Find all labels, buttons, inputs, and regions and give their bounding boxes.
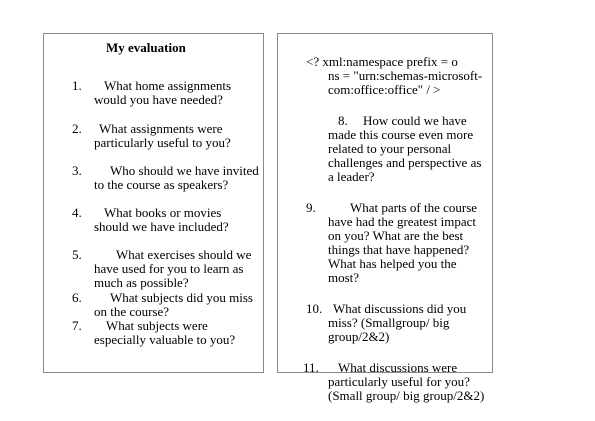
xml-namespace-line2: ns = "urn:schemas-microsoft-com:office:office" / > (328, 68, 483, 97)
xml-namespace-line1: <? xml:namespace prefix = o (306, 54, 458, 69)
question-text: What discussions were particularly useful for you? (Small group/ big group/2&2) (328, 360, 485, 403)
evaluation-title: My evaluation (106, 40, 186, 55)
question-number: 11. (303, 360, 319, 375)
question-text: What home assignments would you have needed? (94, 78, 232, 107)
question-number: 9. (306, 200, 316, 215)
question-text: How could we have made this course even more related to your personal challenges and perspective as a leader? (328, 113, 482, 184)
question-text: What assignments were particularly useful to you? (94, 121, 231, 150)
question-number: 5. (72, 247, 82, 262)
question-text: What subjects did you miss on the course? (94, 290, 253, 319)
question-text: What discussions did you miss? (Smallgroup/ big group/2&2) (328, 301, 467, 344)
question-number: 6. (72, 290, 82, 305)
question-number: 7. (72, 318, 82, 333)
question-number: 8. (338, 113, 348, 128)
question-text: What subjects were especially valuable to you? (94, 318, 236, 347)
question-number: 4. (72, 205, 82, 220)
question-text: What books or movies should we have included? (94, 205, 229, 234)
question-number: 1. (72, 78, 82, 93)
xml-namespace-text (306, 55, 491, 97)
question-number: 3. (72, 163, 82, 178)
question-number: 10. (306, 301, 323, 316)
question-text: Who should we have invited to the course as speakers? (94, 163, 259, 192)
left-evaluation-panel (43, 33, 264, 373)
right-evaluation-panel (277, 33, 493, 373)
question-number: 2. (72, 121, 82, 136)
question-text: What parts of the course have had the greatest impact on you? What are the best things that have happened? What has helped you the most? (328, 200, 478, 285)
question-text: What exercises should we have used for you to learn as much as possible? (94, 247, 252, 290)
